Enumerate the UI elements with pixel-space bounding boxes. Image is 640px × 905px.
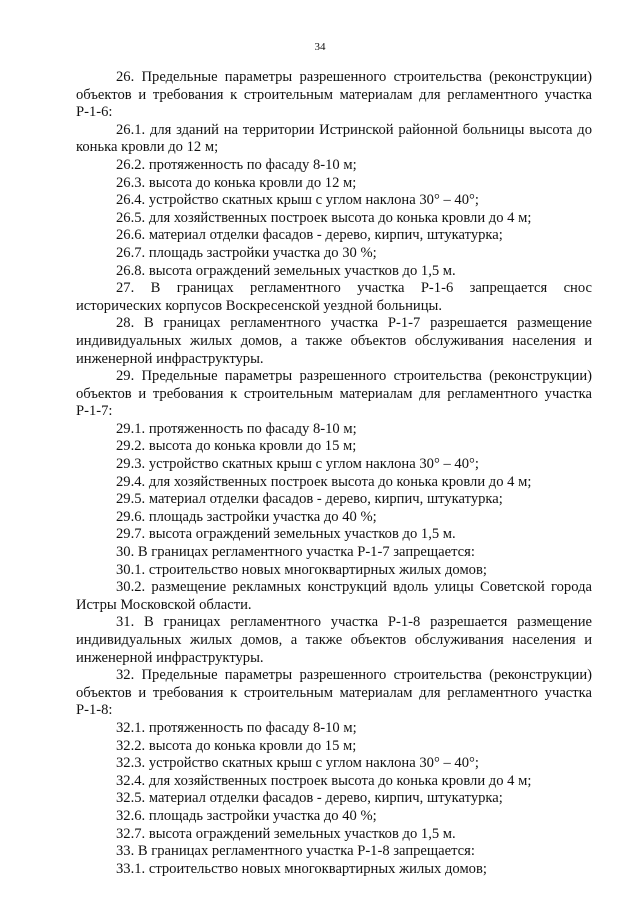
paragraph: 32. Предельные параметры разрешенного строительства (реконструкции) объектов и требования к строительным материалам для регламентного участка Р-1-8: (76, 667, 592, 719)
paragraph: 26.1. для зданий на территории Истринской районной больницы высота до конька кровли до 12 м; (76, 121, 592, 156)
paragraph: 26.2. протяженность по фасаду 8-10 м; (116, 156, 357, 173)
paragraph: 26.6. материал отделки фасадов - дерево, кирпич, штукатурка; (116, 227, 503, 244)
paragraph: 29.6. площадь застройки участка до 40 %; (116, 508, 377, 525)
paragraph: 32.7. высота ограждений земельных участков до 1,5 м. (116, 825, 456, 842)
paragraph: 32.5. материал отделки фасадов - дерево, кирпич, штукатурка; (116, 790, 503, 807)
paragraph: 30.2. размещение рекламных конструкций вдоль улицы Советской города Истры Московской области. (76, 579, 592, 613)
paragraph: 26. Предельные параметры разрешенного строительства (реконструкции) объектов и требования к строительным материалам для регламентного участка Р-1-6: (76, 69, 592, 121)
paragraph: 29. Предельные параметры разрешенного строительства (реконструкции) объектов и требования к строительным материалам для регламентного участка Р-1-7: (76, 368, 592, 420)
paragraph: 26.7. площадь застройки участка до 30 %; (116, 244, 377, 261)
paragraph: 28. В границах регламентного участка Р-1-7 разрешается размещение индивидуальных жилых домов, а также объектов обслуживания населения и инженерной инфраструктуры. (76, 315, 592, 367)
paragraph: 32.1. протяженность по фасаду 8-10 м; (116, 719, 357, 736)
paragraph: 29.4. для хозяйственных построек высота до конька кровли до 4 м; (116, 473, 532, 490)
page-number: 34 (314, 41, 326, 53)
paragraph: 32.2. высота до конька кровли до 15 м; (116, 737, 357, 754)
paragraph: 30.1. строительство новых многоквартирных жилых домов; (116, 561, 487, 578)
paragraph: 30. В границах регламентного участка Р-1-7 запрещается: (116, 544, 475, 561)
paragraph: 32.4. для хозяйственных построек высота до конька кровли до 4 м; (116, 772, 532, 789)
paragraph: 31. В границах регламентного участка Р-1-8 разрешается размещение индивидуальных жилых домов, а также объектов обслуживания населения и инженерной инфраструктуры. (76, 614, 592, 666)
paragraph: 27. В границах регламентного участка Р-1-6 запрещается снос исторических корпусов Воскресенской уездной больницы. (76, 280, 592, 314)
paragraph: 26.8. высота ограждений земельных участков до 1,5 м. (116, 262, 456, 279)
paragraph: 26.3. высота до конька кровли до 12 м; (116, 174, 357, 191)
paragraph: 29.1. протяженность по фасаду 8-10 м; (116, 420, 357, 437)
paragraph: 29.5. материал отделки фасадов - дерево, кирпич, штукатурка; (116, 491, 503, 508)
paragraph: 29.3. устройство скатных крыш с углом наклона 30° – 40°; (116, 456, 479, 473)
paragraph: 29.7. высота ограждений земельных участков до 1,5 м. (116, 526, 456, 543)
paragraph: 26.5. для хозяйственных построек высота до конька кровли до 4 м; (116, 209, 532, 226)
paragraph: 26.4. устройство скатных крыш с углом наклона 30° – 40°; (116, 192, 479, 209)
paragraph: 33.1. строительство новых многоквартирных жилых домов; (116, 860, 487, 877)
paragraph: 32.3. устройство скатных крыш с углом наклона 30° – 40°; (116, 755, 479, 772)
paragraph: 32.6. площадь застройки участка до 40 %; (116, 807, 377, 824)
document-body (76, 69, 592, 878)
paragraph: 29.2. высота до конька кровли до 15 м; (116, 438, 357, 455)
paragraph: 33. В границах регламентного участка Р-1-8 запрещается: (116, 843, 475, 860)
